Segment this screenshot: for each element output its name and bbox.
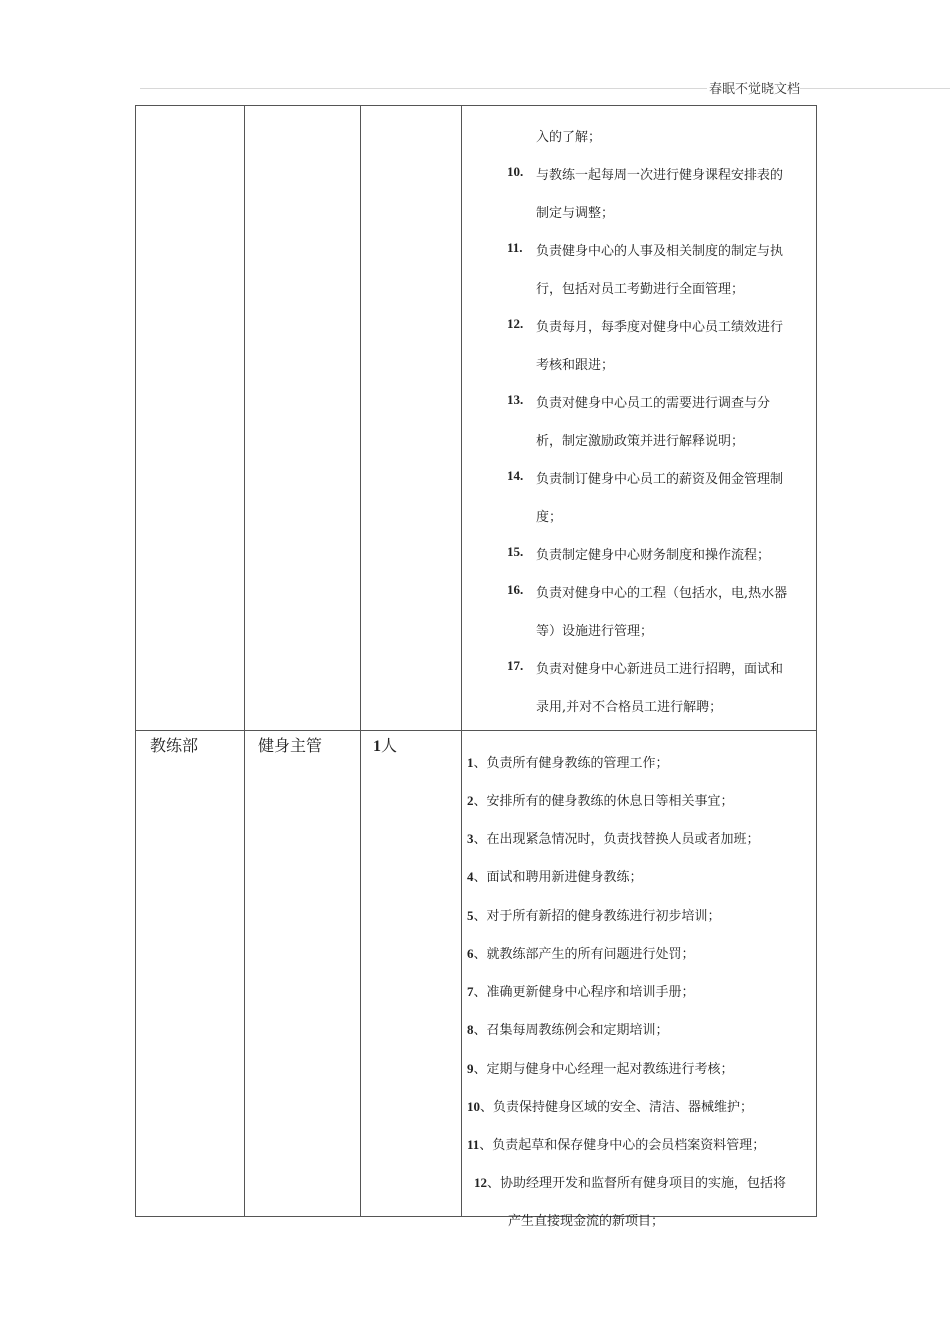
list-item xyxy=(467,1021,669,1040)
list-item-text: 行，包括对员工考勤进行全面管理； xyxy=(536,282,745,297)
list-item-number: 12. xyxy=(507,316,524,331)
position-cell: 健身主管 xyxy=(258,736,323,755)
list-item-text: 负责制定健身中心财务制度和操作流程； xyxy=(536,548,771,563)
list-item-text: 考核和跟进； xyxy=(536,358,615,373)
list-item-text: 、安排所有的健身教练的休息日等相关事宜； xyxy=(473,794,734,809)
table-row-divider xyxy=(136,730,816,731)
list-item-number: 3 xyxy=(467,831,474,846)
list-item xyxy=(467,1060,734,1079)
list-item-number: 11 xyxy=(467,1137,480,1152)
list-item-number: 14. xyxy=(507,468,524,483)
table-col-divider xyxy=(360,106,361,1216)
list-item xyxy=(467,983,695,1002)
list-item-text: 、对于所有新招的健身教练进行初步培训； xyxy=(473,909,721,924)
list-item-text: 、召集每周教练例会和定期培训； xyxy=(473,1023,669,1038)
list-item-text: 析，制定激励政策并进行解释说明； xyxy=(536,434,745,449)
list-item-text: 负责健身中心的人事及相关制度的制定与执 xyxy=(536,244,784,259)
list-item-number: 10. xyxy=(507,164,524,179)
list-item-text: 、负责起草和保存健身中心的会员档案资料管理； xyxy=(479,1138,766,1153)
list-item xyxy=(467,1098,753,1117)
list-item-text: 度； xyxy=(536,510,563,525)
list-item-text: 、准确更新健身中心程序和培训手册； xyxy=(473,985,695,1000)
list-item-number: 4 xyxy=(467,869,474,884)
list-item-number: 11. xyxy=(507,240,523,255)
headcount-number: 1 xyxy=(373,738,381,755)
list-item-text: 负责制订健身中心员工的薪资及佣金管理制 xyxy=(536,472,784,487)
list-item xyxy=(467,830,760,849)
list-item-text: 、定期与健身中心经理一起对教练进行考核； xyxy=(473,1062,734,1077)
list-item-text: 、负责所有健身教练的管理工作； xyxy=(473,756,669,771)
list-item xyxy=(467,945,695,964)
row2-duties-cell xyxy=(462,733,817,1229)
list-item xyxy=(467,907,721,926)
list-item-text: 、面试和聘用新进健身教练； xyxy=(473,870,643,885)
list-item-number: 5 xyxy=(467,908,474,923)
department-cell: 教练部 xyxy=(150,736,199,755)
list-item-number: 10 xyxy=(467,1099,480,1114)
list-item-number: 1 xyxy=(467,755,474,770)
list-item-text: 制定与调整； xyxy=(536,206,615,221)
list-item-text: 负责对健身中心员工的需要进行调查与分 xyxy=(536,396,771,411)
list-item-text: 、协助经理开发和监督所有健身项目的实施，包括将 xyxy=(487,1176,787,1191)
list-item-number: 17. xyxy=(507,658,524,673)
list-item-number: 13. xyxy=(507,392,524,407)
list-item-number: 12 xyxy=(474,1175,487,1190)
list-item-text: 负责对健身中心新进员工进行招聘，面试和 xyxy=(536,662,784,677)
list-item-number: 7 xyxy=(467,984,474,999)
list-item-text: 录用,并对不合格员工进行解聘； xyxy=(536,700,723,715)
list-item-text: 等）设施进行管理； xyxy=(536,624,654,639)
list-item xyxy=(467,792,734,811)
table-col-divider xyxy=(244,106,245,1216)
list-item xyxy=(467,754,669,773)
duties-table xyxy=(135,105,817,1229)
list-item xyxy=(508,1213,664,1231)
list-item-text: 、负责保持健身区域的安全、清洁、器械维护； xyxy=(480,1100,754,1115)
list-item-text: 与教练一起每周一次进行健身课程安排表的 xyxy=(536,168,784,183)
headcount-cell xyxy=(373,733,397,756)
list-item-number: 2 xyxy=(467,793,474,808)
list-item-number: 15. xyxy=(507,544,524,559)
list-item xyxy=(467,1136,765,1155)
list-item-text: 、在出现紧急情况时，负责找替换人员或者加班； xyxy=(473,832,760,847)
list-item-number: 8 xyxy=(467,1022,474,1037)
list-item-number: 9 xyxy=(467,1061,474,1076)
headcount-unit: 人 xyxy=(381,736,398,755)
document-header-title: 春眠不觉晓文档 xyxy=(707,78,800,97)
list-item-text: 负责对健身中心的工程（包括水，电,热水器 xyxy=(536,586,788,601)
list-item xyxy=(467,868,643,887)
header-rule xyxy=(140,88,950,89)
list-item-number: 6 xyxy=(467,946,474,961)
list-item-text: 入的了解； xyxy=(536,130,602,145)
list-item-text: 产生直接现金流的新项目； xyxy=(508,1214,665,1229)
list-item-text: 、就教练部产生的所有问题进行处罚； xyxy=(473,947,695,962)
list-item xyxy=(474,1174,786,1193)
list-item-number: 16. xyxy=(507,582,524,597)
list-item-text: 负责每月，每季度对健身中心员工绩效进行 xyxy=(536,320,784,335)
